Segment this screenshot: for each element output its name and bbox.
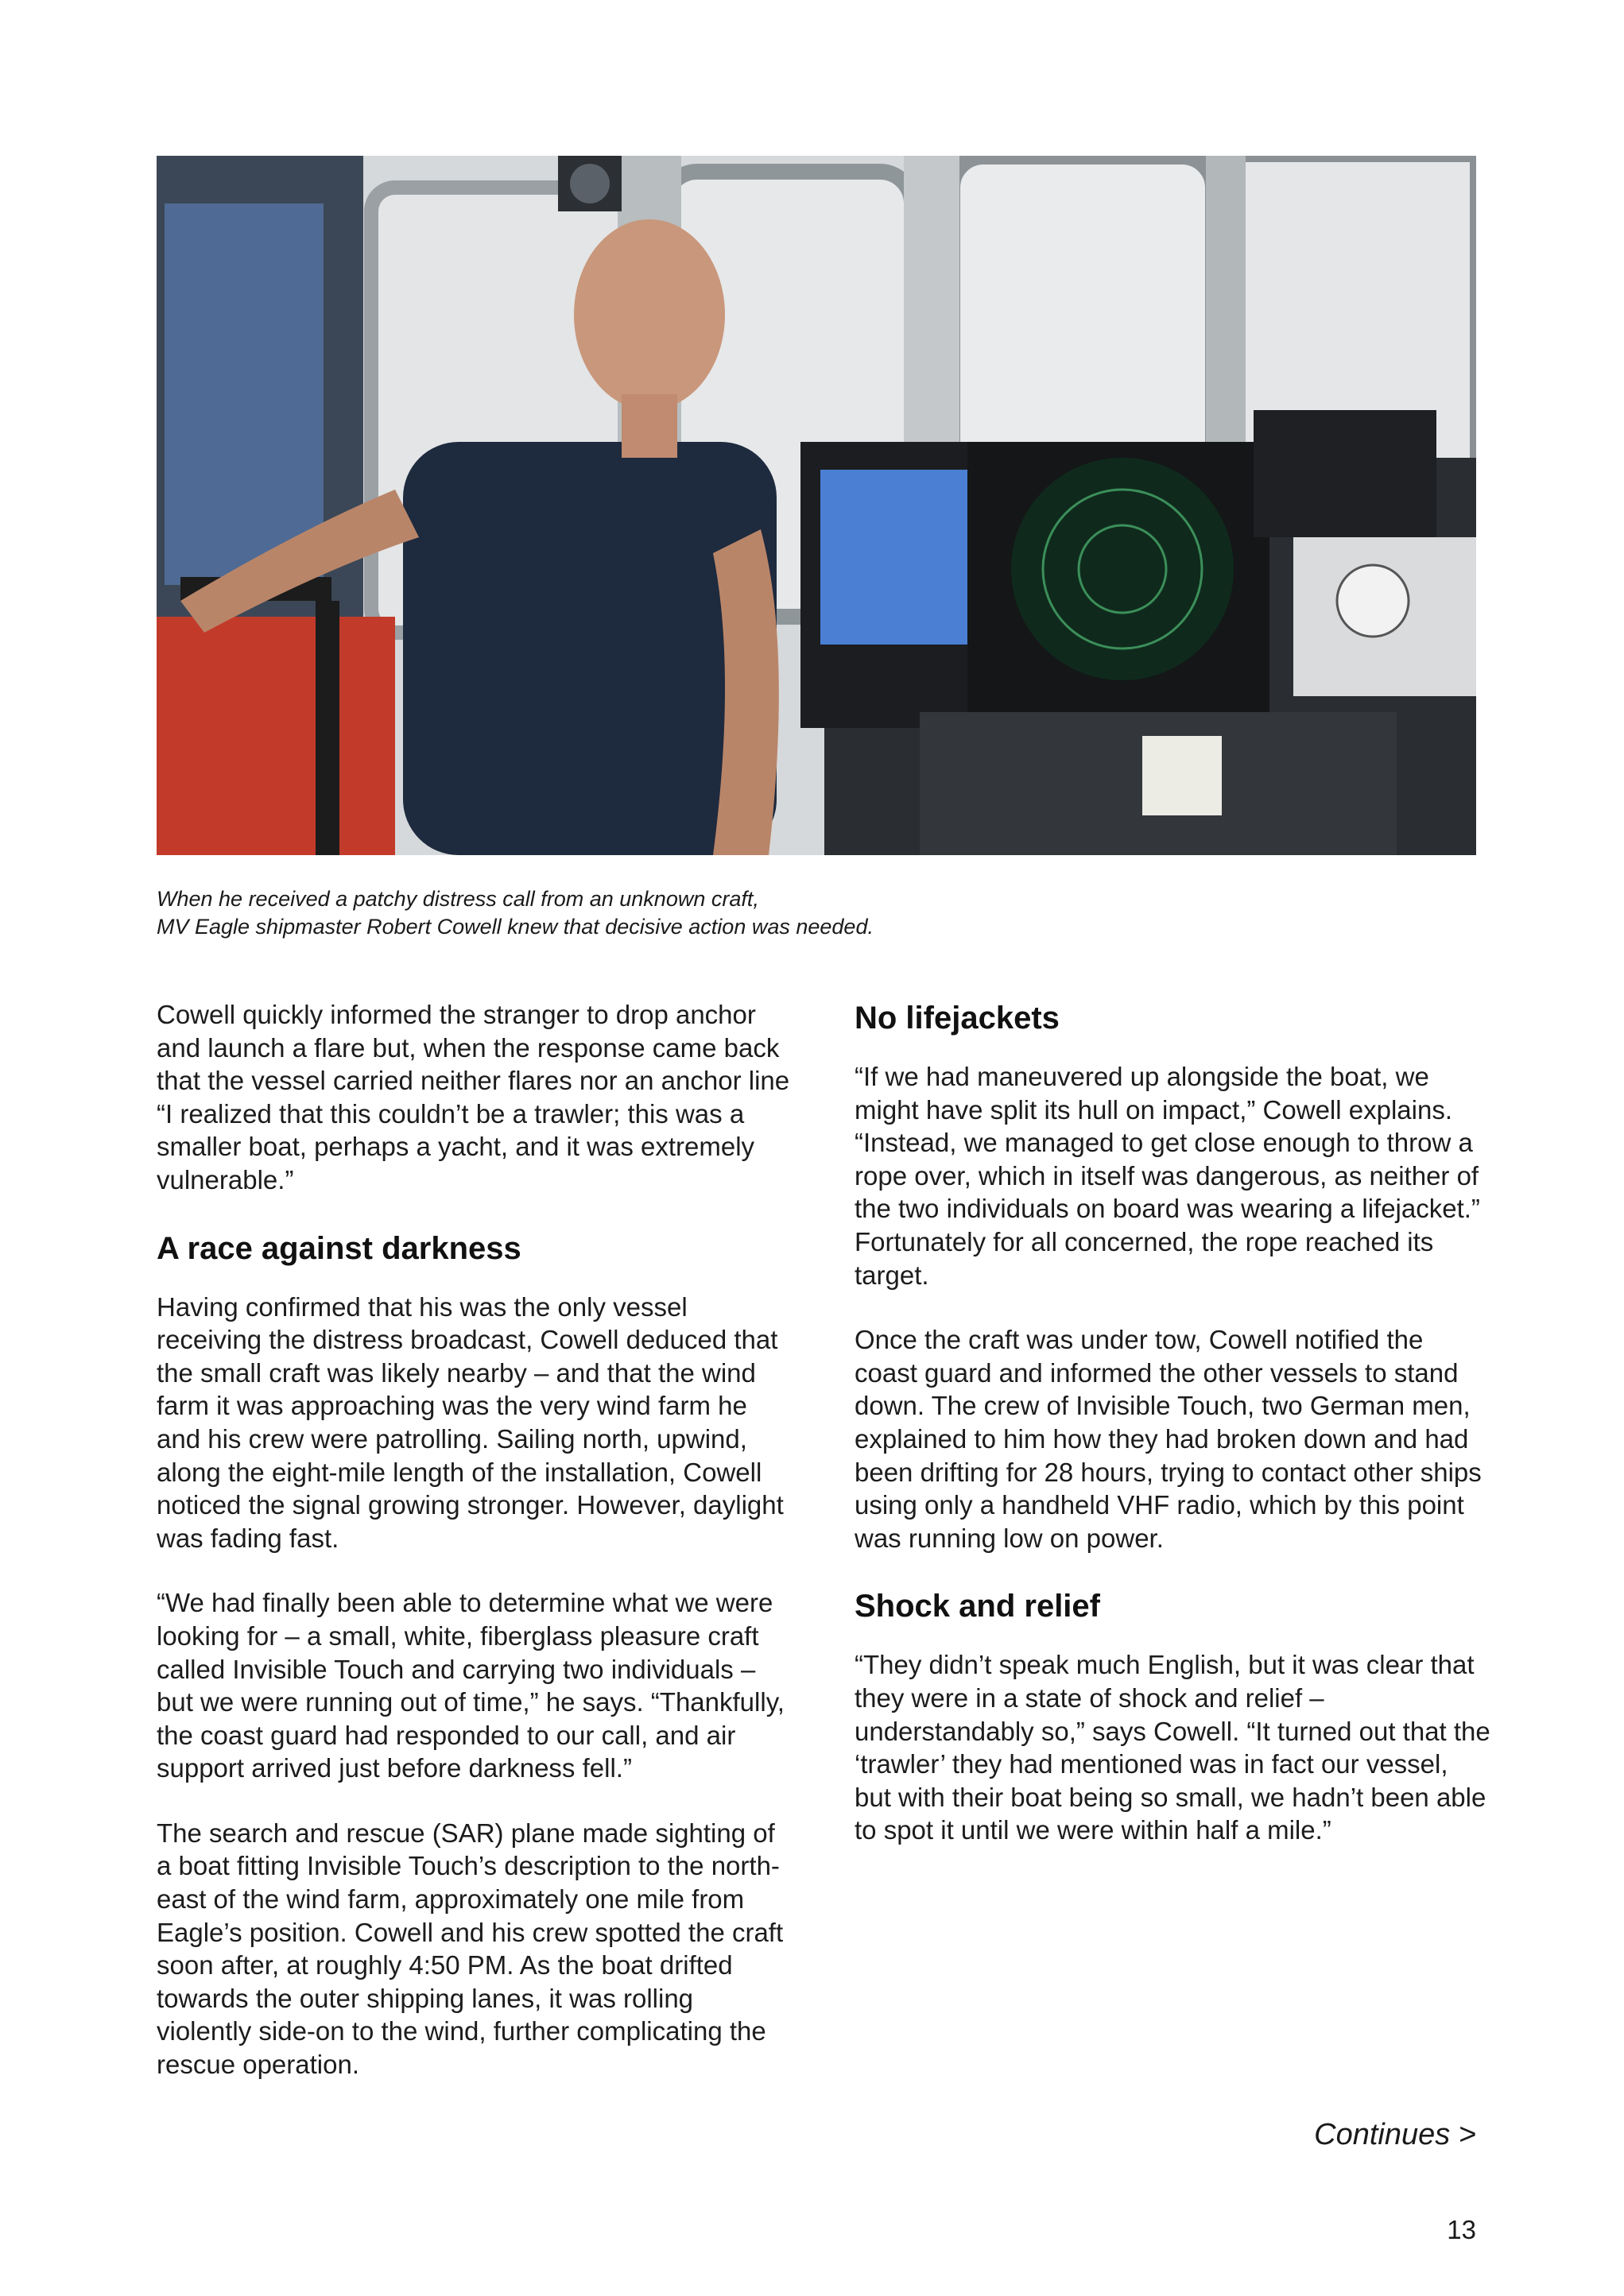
page-number: 13 bbox=[1447, 2215, 1476, 2244]
paragraph: “We had finally been able to determine what we were looking for – a small, white, fiberglass pleasure craft called Invisible Touch and carrying two individuals – but we were running out of time,” he says. “Thankfully, the coast guard had responded to our call, and air support arrived just before darkness fell.” bbox=[157, 1588, 785, 1783]
section-heading: A race against darkness bbox=[157, 1230, 521, 1266]
caption-line-1: When he received a patchy distress call from an unknown craft, bbox=[157, 887, 759, 911]
section-heading: Shock and relief bbox=[855, 1589, 1100, 1624]
section-heading: No lifejackets bbox=[855, 1001, 1060, 1036]
paragraph: “They didn’t speak much English, but it was clear that they were in a state of shock and relief – understandably so,” says Cowell. “It turned out that the ‘trawler’ they had mentioned was in fact our vessel, but with their boat being so small, we hadn’t been able to spot it until we were within half a mile.” bbox=[855, 1650, 1490, 1845]
photo-caption bbox=[157, 885, 1476, 941]
paragraph: Having confirmed that his was the only vessel receiving the distress broadcast, Cowell deduced that the small craft was likely nearby – and that the wind farm it was approaching was the very wind farm he and his crew were patrolling. Sailing north, upwind, along the eight-mile length of the installation, Cowell noticed the signal growing stronger. However, daylight was fading fast. bbox=[157, 1291, 784, 1553]
bridge-illustration bbox=[157, 156, 1476, 855]
paragraph: Cowell quickly informed the stranger to drop anchor and launch a flare but, when the response came back that the vessel carried neither flares nor an anchor line “I realized that this couldn’t be a trawler; this was a smaller boat, perhaps a yacht, and it was extremely vulnerable.” bbox=[157, 1000, 790, 1194]
continues-link[interactable]: Continues > bbox=[1314, 2118, 1476, 2151]
paragraph: “If we had maneuvered up alongside the boat, we might have split its hull on impact,” Cowell explains. “Instead, we managed to get close enough to throw a rope over, which in itself was dangerous, as neither of the two individuals on board was wearing a lifejacket.” Fortunately for all concerned, the rope reached its target. bbox=[855, 1062, 1480, 1290]
bridge-photo bbox=[157, 156, 1476, 855]
paragraph: The search and rescue (SAR) plane made sighting of a boat fitting Invisible Touch’s description to the north-east of the wind farm, approximately one mile from Eagle’s position. Cowell and his crew spotted the craft soon after, at roughly 4:50 PM. As the boat drifted towards the outer shipping lanes, it was rolling violently side-on to the wind, further complicating the rescue operation. bbox=[157, 1818, 784, 2080]
caption-line-2: MV Eagle shipmaster Robert Cowell knew that decisive action was needed. bbox=[157, 915, 874, 939]
paragraph: Once the craft was under tow, Cowell notified the coast guard and informed the other vessels to stand down. The crew of Invisible Touch, two German men, explained to him how they had broken down and had been drifting for 28 hours, trying to contact other ships using only a handheld VHF radio, which by this point was running low on power. bbox=[855, 1325, 1482, 1553]
right-column bbox=[855, 998, 1490, 1879]
left-column bbox=[157, 998, 793, 2113]
